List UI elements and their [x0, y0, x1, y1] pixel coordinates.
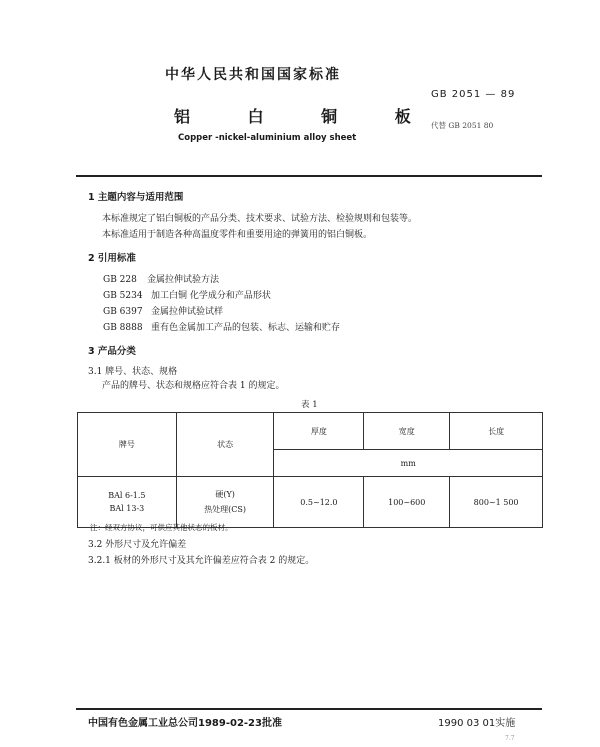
standard-number: GB 2051 — 89 [431, 89, 516, 100]
cell-length: 800~1 500 [450, 477, 543, 528]
reference-code: GB 6397 [103, 307, 143, 317]
section-2-heading: 2 引用标准 [88, 253, 136, 264]
reference-item [103, 272, 219, 285]
state-value: 热处理(CS) [204, 505, 247, 514]
table-caption: 表 1 [301, 400, 318, 410]
cell-width: 100~600 [364, 477, 450, 528]
section-1-paragraph: 本标准适用于制造各种高温度零件和重要用途的弹簧用的铝白铜板。 [102, 230, 373, 240]
table-1 [77, 412, 543, 528]
grade-value: BAl 6-1.5 [108, 491, 146, 500]
table-note: 注：经双方协议，可供应其他状态的板材。 [90, 523, 233, 532]
bottom-divider [76, 708, 542, 710]
section-3-2-heading: 3.2 外形尺寸及允许偏差 [88, 540, 187, 550]
grade-value: BAl 13-3 [109, 504, 145, 513]
reference-title: 金属拉伸试验方法 [147, 275, 220, 285]
reference-code: GB 228 [103, 275, 137, 285]
state-value: 硬(Y) [215, 490, 235, 499]
section-3-2-1-text: 3.2.1 板材的外形尺寸及其允许偏差应符合表 2 的规定。 [88, 556, 315, 566]
header-state: 状态 [176, 413, 274, 477]
national-standard-title: 中华人民共和国国家标准 [165, 67, 341, 83]
approval-line: 中国有色金属工业总公司1989-02-23批准 [88, 718, 282, 729]
cell-thickness: 0.5~12.0 [274, 477, 364, 528]
implementation-line: 1990 03 01实施 [438, 718, 516, 729]
section-1-paragraph: 本标准规定了铝白铜板的产品分类、技术要求、试验方法、检验规则和包装等。 [102, 214, 418, 224]
document-title: 铝 白 铜 板 [174, 107, 437, 126]
cell-grades [78, 477, 177, 528]
header-width: 宽度 [364, 413, 450, 450]
reference-item [103, 304, 223, 317]
section-3-1-text: 产品的牌号、状态和规格应符合表 1 的规定。 [102, 381, 285, 391]
section-3-1-heading: 3.1 牌号、状态、规格 [88, 367, 178, 377]
top-divider [76, 175, 542, 177]
section-3-heading: 3 产品分类 [88, 346, 136, 357]
reference-code: GB 5234 [103, 291, 143, 301]
page-mark: 7.7 [505, 735, 515, 742]
english-title: Copper -nickel-aluminium alloy sheet [178, 133, 357, 143]
replaces-standard: 代替 GB 2051 80 [431, 121, 494, 130]
reference-title: 加工白铜 化学成分和产品形状 [151, 291, 271, 301]
header-length: 长度 [450, 413, 543, 450]
header-thickness: 厚度 [274, 413, 364, 450]
header-unit: mm [274, 450, 543, 477]
section-1-heading: 1 主题内容与适用范围 [88, 192, 184, 203]
reference-item [103, 320, 340, 333]
reference-code: GB 8888 [103, 323, 143, 333]
header-grade: 牌号 [78, 413, 177, 477]
reference-title: 金属拉伸试验试样 [151, 307, 224, 317]
reference-item [103, 288, 271, 301]
reference-title: 重有色金属加工产品的包装、标志、运输和贮存 [151, 323, 341, 333]
cell-states [176, 477, 274, 528]
